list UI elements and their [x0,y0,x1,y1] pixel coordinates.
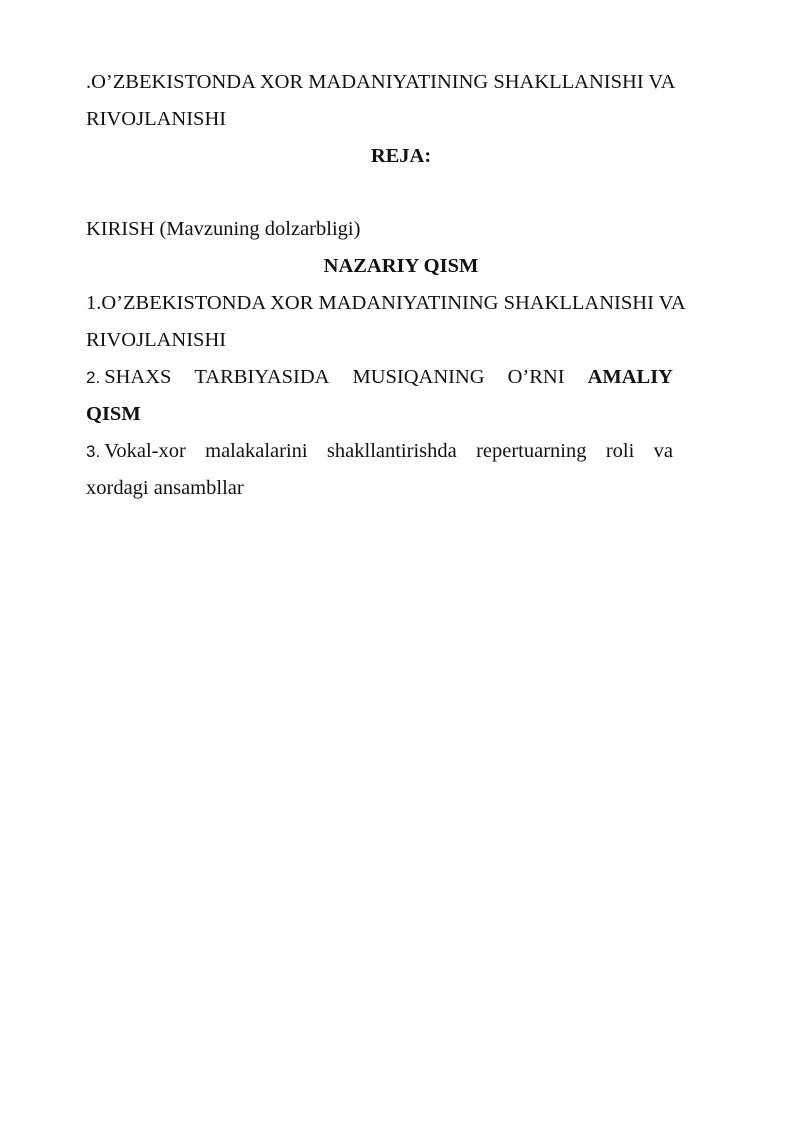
plan-item-2-number: 2. [86,368,101,387]
document-content [86,64,716,507]
intro-item: KIRISH (Mavzuning dolzarbligi) [86,218,361,240]
plan-item-3-word: va [653,440,673,462]
plan-item-3-word: malakalarini [205,440,308,462]
plan-item-3-word: Vokal-xor [104,440,186,462]
plan-item-3-number-and-word [86,433,186,470]
plan-item-1: 1.O’ZBEKISTONDA XOR MADANIYATINING SHAKLLANISHI VA RIVOJLANISHI [86,292,685,351]
plan-item-3-word: shakllantirishda [326,440,457,462]
plan-item-3 [86,433,673,507]
plan-item-3-word: repertuarning [476,440,587,462]
plan-item-2-word: MUSIQANING [352,366,485,388]
plan-heading: REJA: [370,145,432,167]
theory-heading: NAZARIY QISM [323,255,479,277]
plan-item-2-number-and-word [86,359,171,396]
plan-item-2-line [86,359,673,396]
plan-item-2-word: SHAXS [104,366,172,388]
plan-item-2-word: TARBIYASIDA [194,366,330,388]
plan-item-2-word: O’RNI [507,366,565,388]
practice-heading-part2: QISM [86,403,141,425]
plan-item-2 [86,359,673,433]
practice-heading-part1: AMALIY [587,366,673,388]
plan-item-3-number: 3. [86,442,101,461]
document-title: .O’ZBEKISTONDA XOR MADANIYATINING SHAKLLANISHI VA RIVOJLANISHI [86,71,675,130]
plan-item-3-line-2: xordagi ansambllar [86,477,244,499]
plan-item-3-line [86,433,673,470]
plan-item-3-word: roli [605,440,635,462]
